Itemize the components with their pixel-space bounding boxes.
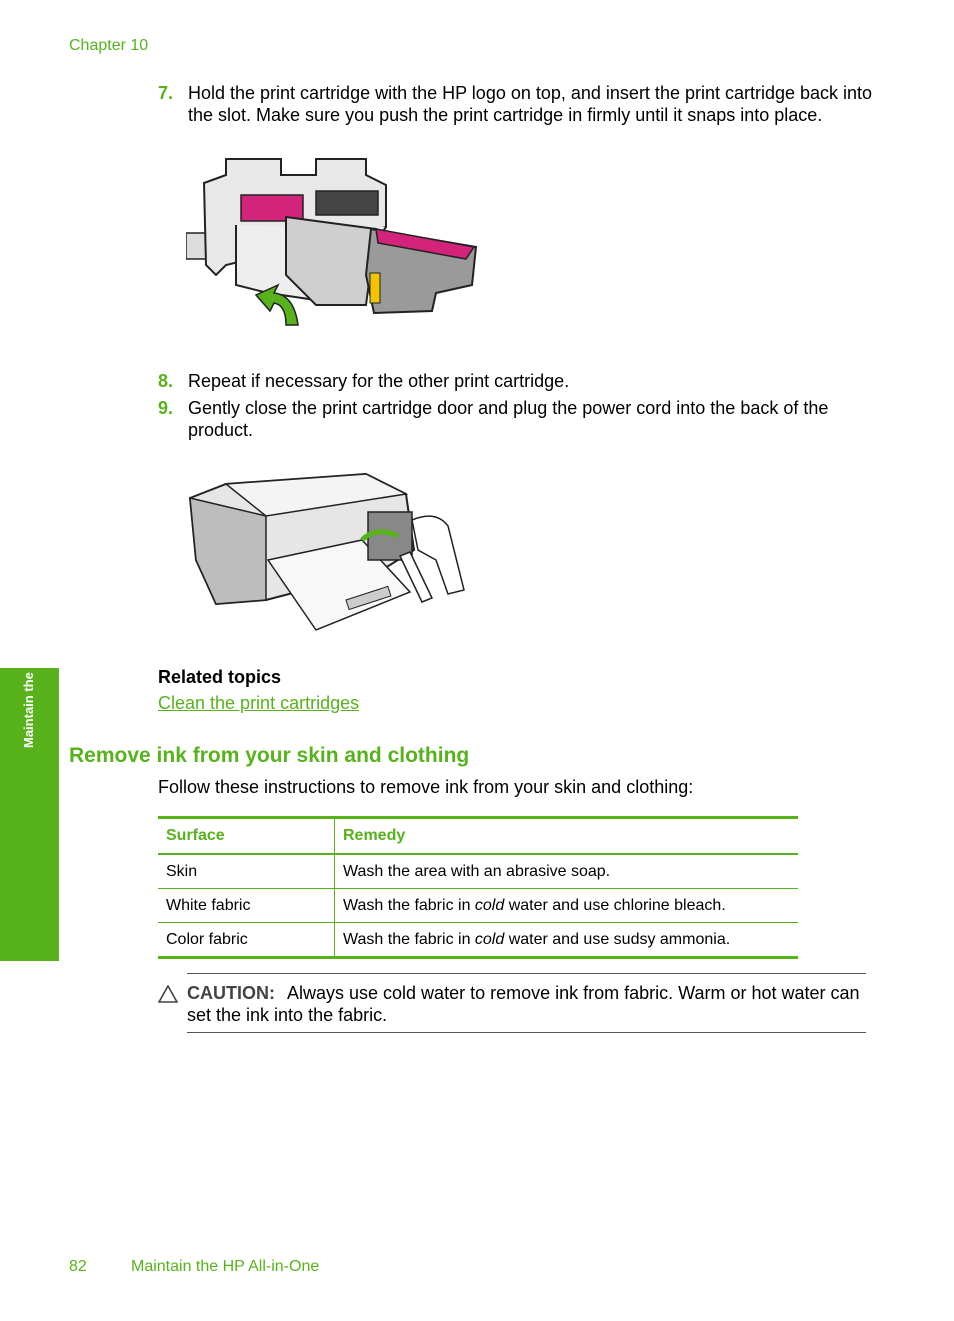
caution-note <box>187 973 866 1033</box>
step-text: Gently close the print cartridge door and plug the power cord into the back of the product. <box>188 398 829 440</box>
remedy-table <box>158 816 798 959</box>
clean-cartridges-link[interactable]: Clean the print cartridges <box>158 693 360 713</box>
surface-cell: White fabric <box>158 889 335 923</box>
step-number: 9. <box>158 398 174 418</box>
caution-label: CAUTION: <box>187 983 275 1003</box>
surface-column-header: Surface <box>158 818 335 855</box>
chapter-header: Chapter 10 <box>69 37 149 54</box>
table-row <box>158 854 798 889</box>
footer-title: Maintain the HP All-in-One <box>131 1258 320 1275</box>
step-number: 7. <box>158 83 174 103</box>
page-number: 82 <box>69 1258 87 1275</box>
remedy-text-pre: Wash the fabric in <box>343 930 475 948</box>
caution-text: Always use cold water to remove ink from fabric. Warm or hot water can set the ink into the fabric. <box>187 983 860 1025</box>
surface-cell: Skin <box>158 854 335 889</box>
section-intro: Follow these instructions to remove ink from your skin and clothing: <box>158 777 694 797</box>
remedy-cell <box>335 889 799 923</box>
remedy-text-emphasis: cold <box>474 896 505 914</box>
printer-door-illustration <box>186 470 468 634</box>
step-text: Hold the print cartridge with the HP logo on top, and insert the print cartridge back into the slot. Make sure you push the print cartridge in firmly until it snaps into place. <box>188 83 873 125</box>
remedy-cell <box>335 923 799 958</box>
step-text: Repeat if necessary for the other print cartridge. <box>188 371 570 391</box>
table-row <box>158 889 798 923</box>
table-row <box>158 923 798 958</box>
remedy-text-pre: Wash the fabric in <box>343 896 475 914</box>
caution-triangle-icon <box>158 985 178 1003</box>
related-topics-title: Related topics <box>158 667 282 687</box>
side-tab-label: Maintain the HP All-in-One <box>21 585 36 748</box>
section-title: Remove ink from your skin and clothing <box>69 744 470 767</box>
cartridge-insert-illustration <box>186 155 486 333</box>
remedy-cell: Wash the area with an abrasive soap. <box>335 854 799 889</box>
table-header-row <box>158 818 798 855</box>
remedy-column-header: Remedy <box>335 818 799 855</box>
remedy-text-emphasis: cold <box>474 930 505 948</box>
step-number: 8. <box>158 371 174 391</box>
remedy-text-post: water and use sudsy ammonia. <box>504 930 731 948</box>
remedy-text-post: water and use chlorine bleach. <box>504 896 726 914</box>
surface-cell: Color fabric <box>158 923 335 958</box>
